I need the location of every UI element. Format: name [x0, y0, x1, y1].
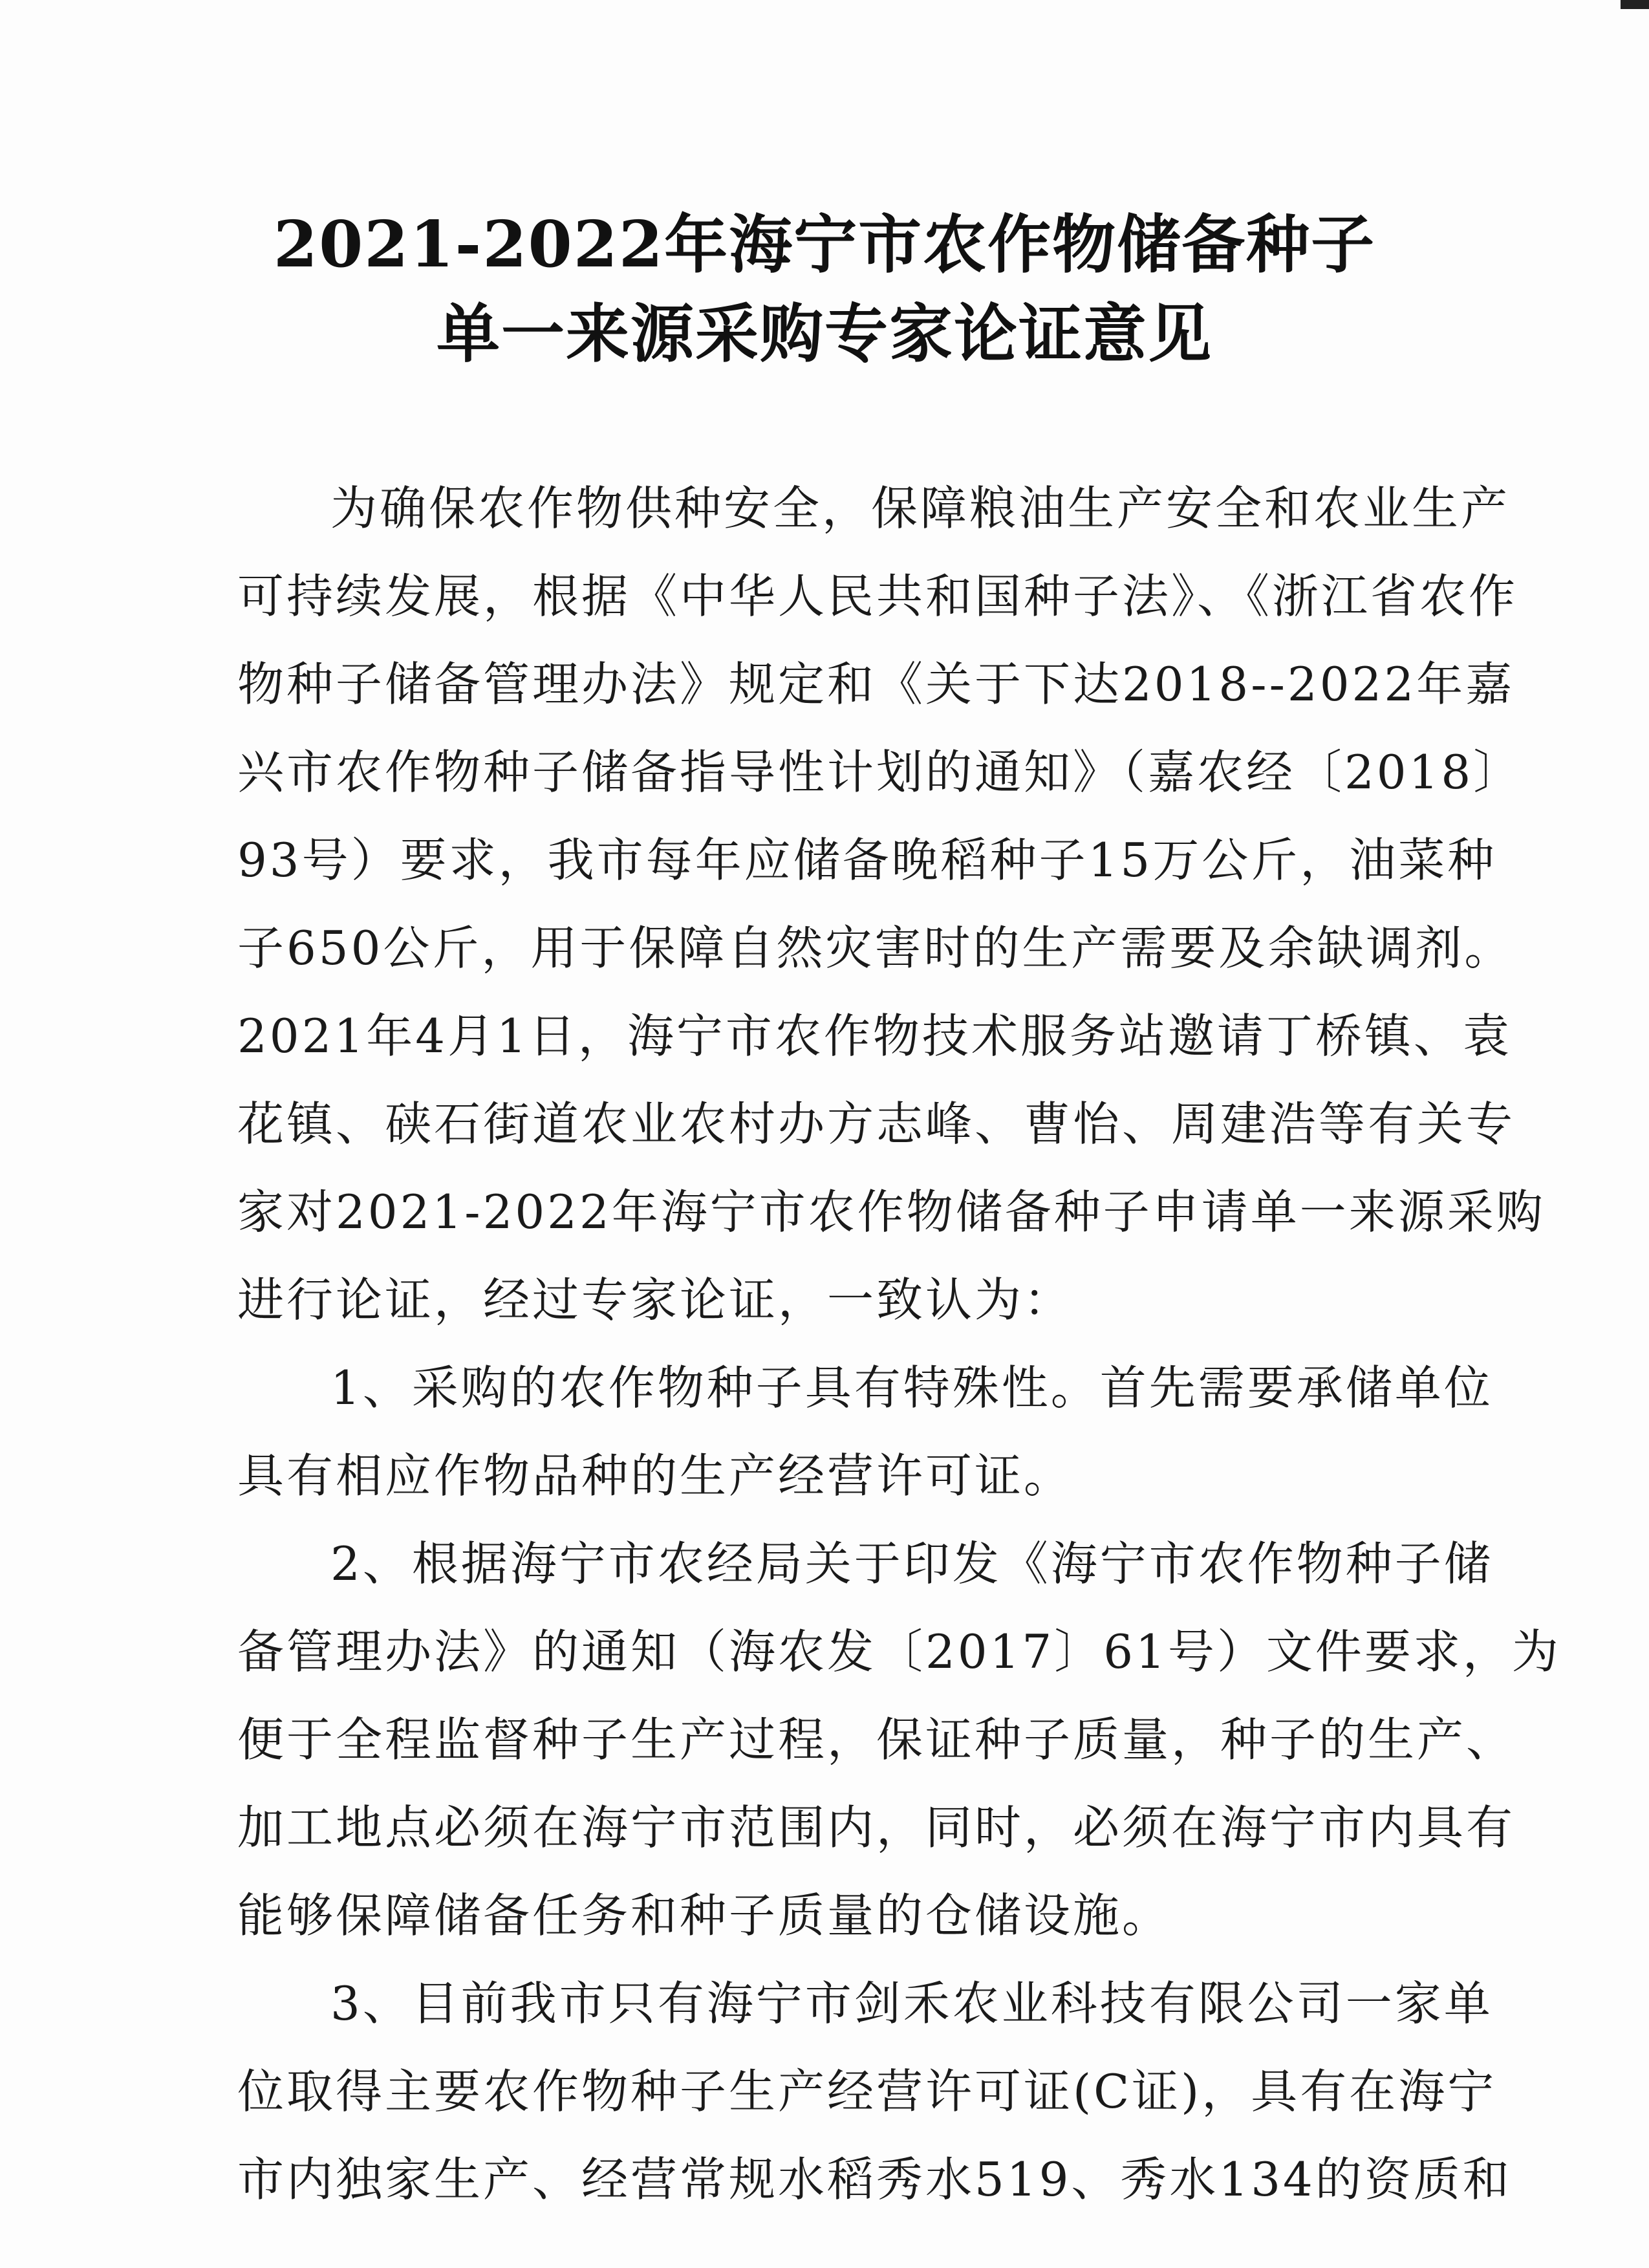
text-line: 93号）要求，我市每年应储备晚稻种子15万公斤，油菜种 — [237, 833, 1497, 887]
text-line: 加工地点必须在海宁市范围内，同时，必须在海宁市内具有 — [237, 1800, 1516, 1855]
title-line-2: 单一来源采购专家论证意见 — [436, 297, 1212, 371]
text-line: 位取得主要农作物种子生产经营许可证(C证)，具有在海宁 — [237, 2064, 1497, 2119]
paragraph-point-1 — [237, 1344, 1493, 1520]
text-line: 备管理办法》的通知（海农发〔2017〕61号）文件要求，为 — [237, 1625, 1561, 1679]
text-line: 市内独家生产、经营常规水稻秀水519、秀水134的资质和 — [237, 2152, 1512, 2207]
paragraph-point-2 — [237, 1520, 1561, 1960]
paragraph-intro — [237, 464, 1546, 1344]
text-line: 2021年4月1日，海宁市农作物技术服务站邀请丁桥镇、袁 — [237, 1009, 1512, 1063]
document-body — [237, 464, 1561, 2223]
title-line-1: 2021-2022年海宁市农作物储备种子 — [273, 208, 1376, 282]
text-line: 便于全程监督种子生产过程，保证种子质量，种子的生产、 — [237, 1712, 1516, 1767]
text-line: 家对2021-2022年海宁市农作物储备种子申请单一来源采购 — [237, 1185, 1546, 1239]
text-line: 进行论证，经过专家论证，一致认为： — [237, 1273, 1073, 1327]
text-line: 3、目前我市只有海宁市剑禾农业科技有限公司一家单 — [330, 1976, 1493, 2031]
text-line: 物种子储备管理办法》规定和《关于下达2018--2022年嘉 — [237, 657, 1515, 711]
text-line: 兴市农作物种子储备指导性计划的通知》（嘉农经〔2018〕 — [237, 745, 1523, 799]
paragraph-point-3 — [237, 1960, 1512, 2223]
text-line: 花镇、硖石街道农业农村办方志峰、曹怡、周建浩等有关专 — [237, 1097, 1516, 1151]
text-line: 能够保障储备任务和种子质量的仓储设施。 — [237, 1888, 1172, 1943]
text-line: 1、采购的农作物种子具有特殊性。首先需要承储单位 — [330, 1361, 1493, 1415]
text-line: 具有相应作物品种的生产经营许可证。 — [237, 1449, 1073, 1503]
text-line: 为确保农作物供种安全，保障粮油生产安全和农业生产 — [330, 481, 1511, 535]
text-line: 子650公斤，用于保障自然灾害时的生产需要及余缺调剂。 — [237, 921, 1514, 975]
scan-edge-mark — [1621, 0, 1649, 9]
document-title — [194, 200, 1455, 379]
text-line: 可持续发展，根据《中华人民共和国种子法》、《浙江省农作 — [237, 569, 1518, 623]
text-line: 2、根据海宁市农经局关于印发《海宁市农作物种子储 — [330, 1537, 1493, 1591]
